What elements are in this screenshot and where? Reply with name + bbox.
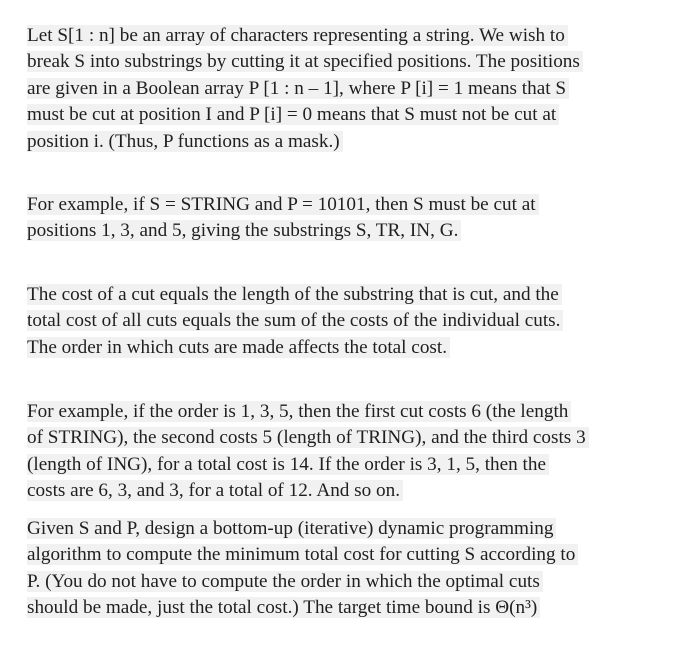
text-line-content: must be cut at position I and P [i] = 0 means that S must not be cut at <box>27 104 559 125</box>
text-line <box>27 595 657 621</box>
text-line-content: of STRING), the second costs 5 (length of TRING), and the third costs 3 <box>27 427 589 448</box>
paragraph-example-costs <box>27 399 657 505</box>
text-line <box>27 192 657 218</box>
text-line <box>27 399 657 425</box>
text-line-content: The cost of a cut equals the length of the substring that is cut, and the <box>27 284 562 305</box>
text-line <box>27 218 657 244</box>
text-line <box>27 516 657 542</box>
text-line <box>27 425 657 451</box>
text-line-content: algorithm to compute the minimum total cost for cutting S according to <box>27 544 578 565</box>
text-line-content: break S into substrings by cutting it at specified positions. The positions <box>27 51 583 72</box>
text-line <box>27 76 657 102</box>
text-line-content: position i. (Thus, P functions as a mask.) <box>27 131 343 152</box>
text-line <box>27 569 657 595</box>
text-line <box>27 308 657 334</box>
text-line-content: positions 1, 3, and 5, giving the substrings S, TR, IN, G. <box>27 220 461 241</box>
text-line-content: Let S[1 : n] be an array of characters representing a string. We wish to <box>27 25 568 46</box>
text-line-content: P. (You do not have to compute the order in which the optimal cuts <box>27 571 543 592</box>
text-line-content: For example, if the order is 1, 3, 5, then the first cut costs 6 (the length <box>27 401 571 422</box>
paragraph-example-cuts <box>27 192 657 245</box>
text-line <box>27 102 657 128</box>
text-line-content: Given S and P, design a bottom-up (iterative) dynamic programming <box>27 518 556 539</box>
text-line <box>27 542 657 568</box>
text-line-content: (length of ING), for a total cost is 14. If the order is 3, 1, 5, then the <box>27 454 549 475</box>
text-line <box>27 478 657 504</box>
text-line <box>27 452 657 478</box>
paragraph-cost-definition <box>27 282 657 361</box>
text-line <box>27 23 657 49</box>
text-line-content: total cost of all cuts equals the sum of the costs of the individual cuts. <box>27 310 563 331</box>
paragraph-problem-definition <box>27 23 657 155</box>
text-line-content: The order in which cuts are made affects the total cost. <box>27 337 450 358</box>
text-line <box>27 282 657 308</box>
text-line-content: costs are 6, 3, and 3, for a total of 12. And so on. <box>27 480 403 501</box>
text-line-content: For example, if S = STRING and P = 10101, then S must be cut at <box>27 194 539 215</box>
text-line-content: are given in a Boolean array P [1 : n – 1], where P [i] = 1 means that S <box>27 78 569 99</box>
paragraph-task <box>27 516 657 622</box>
text-line-content: should be made, just the total cost.) The target time bound is Θ(n³) <box>27 597 540 618</box>
text-line <box>27 129 657 155</box>
text-line <box>27 49 657 75</box>
text-line <box>27 335 657 361</box>
